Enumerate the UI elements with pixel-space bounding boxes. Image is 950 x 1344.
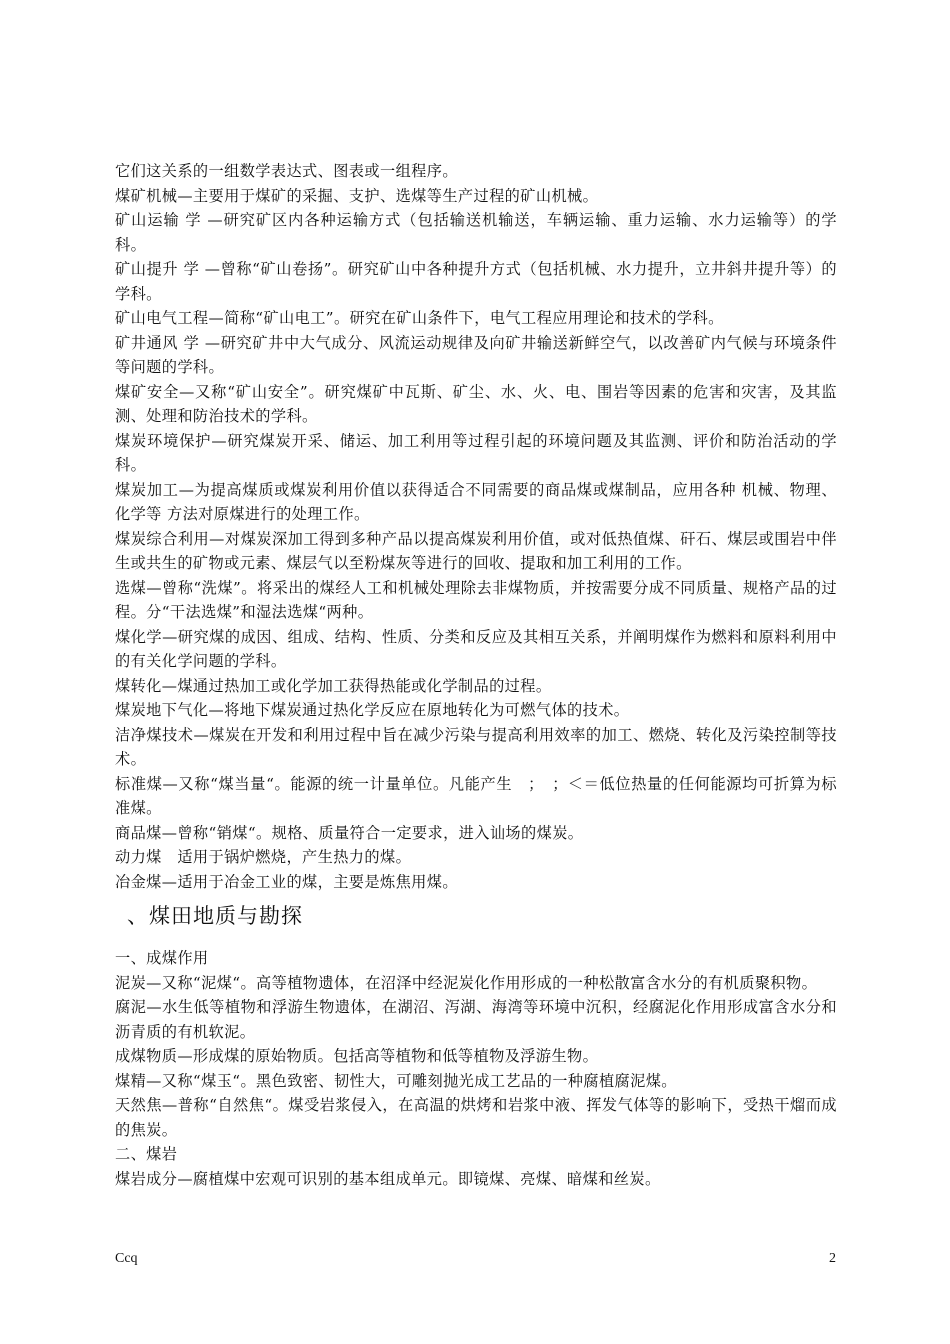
subsection-heading-1: 一、成煤作用 bbox=[115, 949, 209, 967]
paragraph: 煤炭综合利用—对煤炭深加工得到多种产品以提高煤炭利用价值，或对低热值煤、矸石、煤层或围岩中伴生或共生的矿物或元素、煤层气以至粉煤灰等进行的回收、提取和加工利用的工作。 bbox=[115, 529, 837, 572]
paragraph: 商品煤—曾称“销煤“。规格、质量符合一定要求，进入讪场的煤炭。 bbox=[115, 823, 584, 842]
paragraph: 煤矿安全—又称“矿山安全”。研究煤矿中瓦斯、矿尘、水、火、电、围岩等因素的危害和灾害，及其监测、处理和防治技术的学科。 bbox=[115, 382, 837, 425]
paragraph: 标准煤—又称“煤当量“。能源的统一计量单位。凡能产生 ； ；＜＝低位热量的任何能源均可折算为标准煤。 bbox=[115, 774, 837, 817]
paragraph: 煤化学—研究煤的成因、组成、结构、性质、分类和反应及其相互关系，并阐明煤作为燃料和原料利用中的有关化学问题的学科。 bbox=[115, 627, 837, 670]
paragraph: 天然焦—普称“自然焦“。煤受岩浆侵入，在高温的烘烤和岩浆中液、挥发气体等的影响下，受热干熘而成的焦炭。 bbox=[115, 1096, 837, 1139]
paragraph-group-top bbox=[115, 159, 837, 894]
paragraph: 煤炭环境保护—研究煤炭开采、储运、加工利用等过程引起的环境问题及其监测、评价和防治活动的学科。 bbox=[115, 431, 837, 474]
document-body bbox=[115, 159, 837, 1191]
paragraph: 矿山运输 学 —研究矿区内各种运输方式（包括输送机输送，车辆运输、重力运输、水力运输等）的学科。 bbox=[115, 211, 837, 254]
paragraph-group-sub2 bbox=[115, 1167, 837, 1192]
paragraph: 煤转化—煤通过热加工或化学加工获得热能或化学制品的过程。 bbox=[115, 676, 552, 695]
paragraph: 选煤—曾称“洗煤”。将采出的煤经人工和机械处理除去非煤物质，并按需要分成不同质量、规格产品的过程。分“干法选煤”和湿法选煤“两种。 bbox=[115, 578, 837, 621]
paragraph: 煤精—又称“煤玉“。黑色致密、韧性大，可雕刻抛光成工艺品的一种腐植腐泥煤。 bbox=[115, 1071, 677, 1090]
paragraph: 煤炭加工—为提高煤质或煤炭利用价值以获得适合不同需要的商品煤或煤制品，应用各种 机械、物理、化学等 方法对原煤进行的处理工作。 bbox=[115, 480, 837, 523]
footer-page-number: 2 bbox=[829, 1251, 836, 1266]
paragraph: 煤炭地下气化—将地下煤炭通过热化学反应在原地转化为可燃气体的技术。 bbox=[115, 701, 630, 719]
footer-author: Ccq bbox=[115, 1251, 138, 1266]
paragraph: 泥炭—又称“泥煤“。高等植物遗体，在沼泽中经泥炭化作用形成的一种松散富含水分的有机质聚积物。 bbox=[115, 973, 818, 992]
paragraph: 矿山电气工程—简称“矿山电工”。研究在矿山条件下，电气工程应用理论和技术的学科。 bbox=[115, 309, 724, 327]
paragraph: 动力煤 适用于锅炉燃烧，产生热力的煤。 bbox=[115, 848, 412, 866]
paragraph: 洁净煤技术—煤炭在开发和利用过程中旨在减少污染与提高利用效率的加工、燃烧、转化及污染控制等技术。 bbox=[115, 725, 837, 768]
paragraph: 腐泥—水生低等植物和浮游生物遗体，在湖沼、泻湖、海湾等环境中沉积，经腐泥化作用形成富含水分和沥青质的有机软泥。 bbox=[115, 998, 837, 1041]
paragraph: 成煤物质—形成煤的原始物质。包括高等植物和低等植物及浮游生物。 bbox=[115, 1047, 599, 1065]
paragraph-group-sub1 bbox=[115, 971, 837, 1143]
paragraph: 矿井通风 学 —研究矿井中大气成分、风流运动规律及向矿井输送新鲜空气，以改善矿内气候与环境条件等问题的学科。 bbox=[115, 333, 837, 376]
paragraph: 它们这关系的一组数学表达式、图表或一组程序。 bbox=[115, 162, 458, 180]
paragraph: 矿山提升 学 —曾称“矿山卷扬”。研究矿山中各种提升方式（包括机械、水力提升，立井斜井提升等）的学科。 bbox=[115, 260, 837, 303]
subsection-heading-2: 二、煤岩 bbox=[115, 1145, 178, 1163]
section-heading: 、煤田地质与勘探 bbox=[127, 904, 303, 928]
paragraph: 冶金煤—适用于冶金工业的煤，主要是炼焦用煤。 bbox=[115, 872, 458, 891]
paragraph: 煤岩成分—腐植煤中宏观可识别的基本组成单元。即镜煤、亮煤、暗煤和丝炭。 bbox=[115, 1169, 661, 1188]
paragraph: 煤矿机械—主要用于煤矿的采掘、支护、选煤等生产过程的矿山机械。 bbox=[115, 186, 599, 205]
